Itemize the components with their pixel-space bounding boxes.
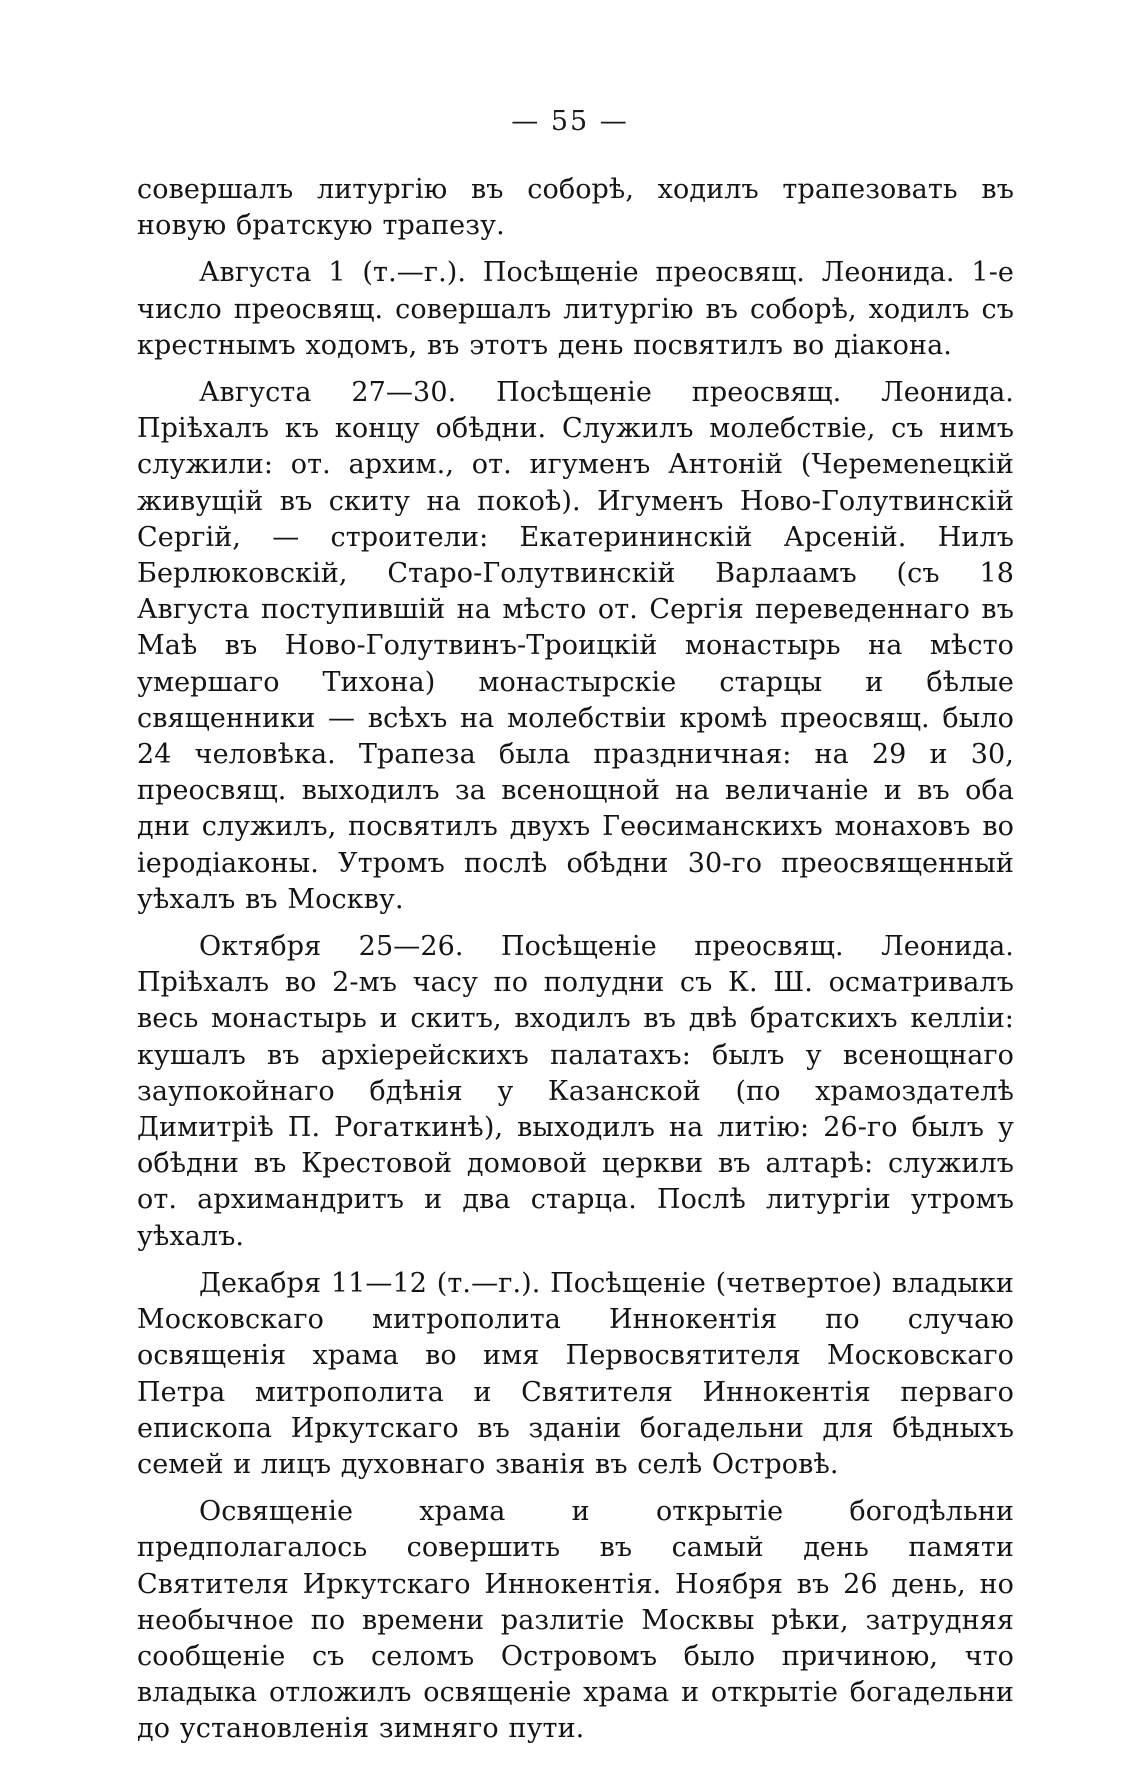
paragraph-august-27-30: Августа 27—30. Посѣщеніе преосвящ. Леонида. Пріѣхалъ къ концу обѣдни. Служилъ молебствіе, съ нимъ служили: от. архим., от. игуменъ Антоній (Черемenецкій живущій въ скиту на покоѣ). Игуменъ Ново-Голутвинскій Сергій, — строители: Екатерининскій Арсеній. Нилъ Берлюковскій, Старо-Голутвинскій Варлаамъ (съ 18 Августа поступившій на мѣсто от. Сергія переведеннаго въ Маѣ въ Ново-Голутвинъ-Троицкій монастырь на мѣсто умершаго Тихона) монастырскіе старцы и бѣлые священники — всѣхъ на молебствіи кромѣ преосвящ. было 24 человѣка. Трапеза была праздничная: на 29 и 30, преосвящ. выходилъ за всенощной на величаніе и въ оба дни служилъ, посвятилъ двухъ Геѳсиманскихъ монаховъ во іеродіаконы. Утромъ послѣ обѣдни 30-го преосвященный уѣхалъ въ Москву. <box>137 377 1014 915</box>
paragraph-december-11-12: Декабря 11—12 (т.—г.). Посѣщеніе (четвертое) владыки Московскаго митрополита Иннокентія по случаю освященія храма во имя Первосвятителя Московскаго Петра митрополита и Святителя Иннокентія перваго епископа Иркутскаго въ зданіи богадельни для бѣдныхъ семей и лицъ духовнаго званія въ селѣ Островѣ. <box>137 1267 1014 1480</box>
paragraph-continuation: совершалъ литургію въ соборѣ, ходилъ трапезовать въ новую братскую трапезу. <box>137 174 1014 242</box>
page-number: — 55 — <box>511 106 629 137</box>
paragraph-consecration: Освященіе храма и открытіе богодѣльни предполагалось совершить въ самый день памяти Святителя Иркутскаго Иннокентія. Ноября въ 26 день, но необычное по времени разлитіе Москвы рѣки, затрудняя сообщеніе съ селомъ Островомъ было причиною, что владыка отложилъ освященіе храма и открытіе богадельни до установленія зимняго пути. <box>137 1496 1014 1745</box>
paragraph-october-25-26: Октября 25—26. Посѣщеніе преосвящ. Леонида. Пріѣхалъ во 2-мъ часу по полудни съ К. Ш. осматривалъ весь монастырь и скитъ, входилъ въ двѣ братскихъ келліи: кушалъ въ архіерейскихъ палатахъ: былъ у всенощнаго заупокойнаго бдѣнія у Казанской (по храмоздателѣ Димитріѣ П. Рогаткинѣ), выходилъ на литію: 26-го былъ у обѣдни въ Крестовой домовой церкви въ алтарѣ: служилъ от. архимандритъ и два старца. Послѣ литургіи утромъ уѣхалъ. <box>137 931 1014 1252</box>
body-text <box>137 172 1014 1748</box>
paragraph-august-1: Августа 1 (т.—г.). Посѣщеніе преосвящ. Леонида. 1-е число преосвящ. совершалъ литургію въ соборѣ, ходилъ съ крестнымъ ходомъ, въ этотъ день посвятилъ во діакона. <box>137 257 1014 361</box>
